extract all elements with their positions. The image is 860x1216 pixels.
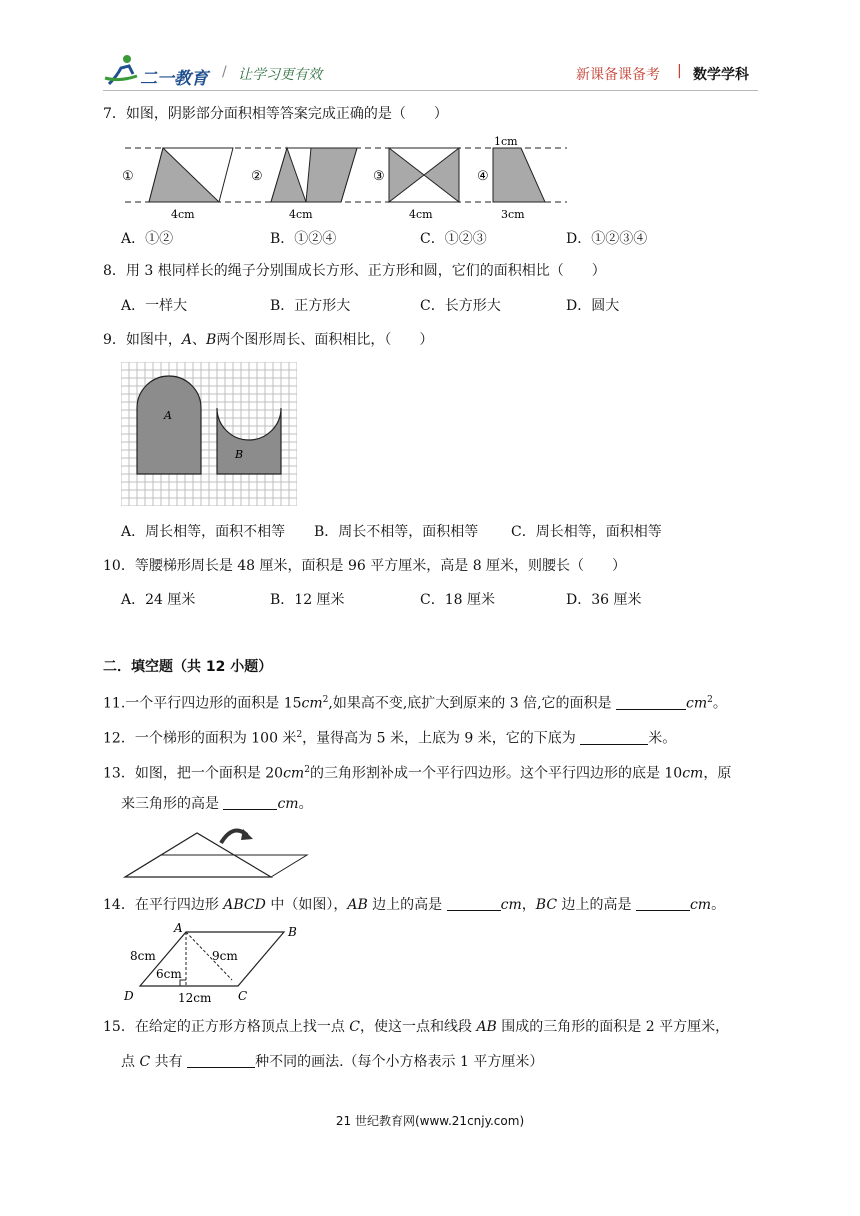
q15-answer-blank[interactable] bbox=[187, 1053, 255, 1068]
label-6cm: 6cm bbox=[156, 967, 182, 981]
fig3-marker: ③ bbox=[373, 169, 385, 184]
q7-option-d[interactable]: D．①②③④ bbox=[566, 231, 648, 247]
vertex-c: C bbox=[238, 989, 248, 1003]
vertex-b: B bbox=[288, 925, 297, 939]
q9-option-a[interactable]: A．周长相等，面积不相等 bbox=[121, 524, 286, 540]
q14-answer-blank-2[interactable] bbox=[636, 896, 690, 911]
page-footer: 21 世纪教育网(www.21cnjy.com) bbox=[335, 1114, 525, 1128]
q8-option-d[interactable]: D．圆大 bbox=[566, 298, 620, 314]
question-9-text: 9．如图中，A、B两个图形周长、面积相比，（ ） bbox=[103, 332, 434, 348]
fig3-base-label: 4cm bbox=[409, 208, 433, 221]
question-14-text: 14．在平行四边形 ABCD 中（如图），AB 边上的高是 cm，BC 边上的高是 cm。 bbox=[103, 897, 726, 913]
question-11-text: 11.一个平行四边形的面积是 $15cm^2$,如果高不变,底扩大到原来的 3 倍,它的面积是 $cm^2$。 bbox=[103, 695, 727, 712]
q7-option-b[interactable]: B．①②④ bbox=[270, 231, 337, 247]
fig2-marker: ② bbox=[251, 169, 263, 184]
fig2-base-label: 4cm bbox=[289, 208, 313, 221]
label-8cm: 8cm bbox=[130, 949, 156, 963]
question-15-line1: 15．在给定的正方形方格顶点上找一点 C，使这一点和线段 AB 围成的三角形的面积是 2 平方厘米， bbox=[103, 1019, 730, 1035]
fig4-top-label: 1cm bbox=[494, 135, 518, 148]
rotate-arrow-head bbox=[241, 829, 253, 840]
fig1-base-label: 4cm bbox=[171, 208, 195, 221]
question-13-figure bbox=[121, 823, 311, 885]
fig2-shaded-left bbox=[271, 148, 306, 202]
question-13-line1: 13．如图，把一个面积是 $20cm^2$的三角形割补成一个平行四边形。这个平行四边形的底是 10cm，原 bbox=[103, 765, 732, 782]
q12-answer-blank[interactable] bbox=[580, 730, 648, 745]
fig1-shaded-triangle bbox=[149, 148, 219, 202]
section-2-title: 二．填空题（共 12 小题） bbox=[103, 659, 273, 675]
question-10-text: 10．等腰梯形周长是 48 厘米，面积是 96 平方厘米，高是 8 厘米，则腰长（ ） bbox=[103, 558, 627, 574]
q7-option-c[interactable]: C．①②③ bbox=[420, 231, 487, 247]
fig4-base-label: 3cm bbox=[501, 208, 525, 221]
shape-b-label: B bbox=[235, 448, 244, 461]
question-7-figure bbox=[121, 132, 571, 222]
q9-option-b[interactable]: B．周长不相等，面积相等 bbox=[314, 524, 479, 540]
question-9-grid-figure bbox=[121, 362, 297, 506]
label-9cm: 9cm bbox=[212, 949, 238, 963]
logo-text: 二一教育 bbox=[140, 69, 208, 89]
fig4-trapezoid bbox=[493, 148, 545, 202]
q8-option-a[interactable]: A．一样大 bbox=[121, 298, 188, 314]
shape-a-label: A bbox=[164, 409, 172, 422]
header-course-label: 新课备课备考 bbox=[576, 67, 660, 83]
question-14-figure bbox=[120, 920, 320, 1006]
header-subject: 数学学科 bbox=[693, 67, 749, 83]
q9-option-c[interactable]: C．周长相等，面积相等 bbox=[511, 524, 662, 540]
fig4-marker: ④ bbox=[477, 169, 489, 184]
question-15-line2: 点 C 共有 种不同的画法.（每个小方格表示 1 平方厘米） bbox=[121, 1054, 544, 1070]
header-divider: | bbox=[677, 63, 682, 79]
shape-a bbox=[137, 376, 201, 474]
header-slash: / bbox=[222, 64, 227, 80]
fig2-shaded-right bbox=[306, 148, 357, 202]
header-rule bbox=[103, 90, 758, 91]
q10-option-d[interactable]: D．36 厘米 bbox=[566, 592, 642, 608]
question-12-text: 12．一个梯形的面积为 100 米$^2$，量得高为 5 米，上底为 9 米，它的下底为 米。 bbox=[103, 730, 677, 747]
q10-option-b[interactable]: B．12 厘米 bbox=[270, 592, 345, 608]
question-7-text: 7．如图，阴影部分面积相等答案完成正确的是（ ） bbox=[103, 106, 448, 122]
fig3-shaded-left bbox=[389, 148, 424, 202]
vertex-d: D bbox=[124, 989, 134, 1003]
q10-option-c[interactable]: C．18 厘米 bbox=[420, 592, 495, 608]
q8-option-c[interactable]: C．长方形大 bbox=[420, 298, 501, 314]
question-13-line2: 来三角形的高是 cm。 bbox=[121, 796, 313, 812]
label-12cm: 12cm bbox=[178, 991, 212, 1005]
fig3-shaded-right bbox=[424, 148, 459, 202]
fig1-marker: ① bbox=[122, 169, 134, 184]
logo-runner-icon bbox=[103, 54, 139, 88]
q7-option-a[interactable]: A．①② bbox=[121, 231, 174, 247]
q13-parallelogram bbox=[125, 855, 307, 877]
q10-option-a[interactable]: A．24 厘米 bbox=[121, 592, 196, 608]
header-slogan: 让学习更有效 bbox=[238, 67, 322, 83]
vertex-a: A bbox=[174, 921, 183, 935]
question-8-text: 8．用 3 根同样长的绳子分别围成长方形、正方形和圆，它们的面积相比（ ） bbox=[103, 263, 606, 279]
q8-option-b[interactable]: B．正方形大 bbox=[270, 298, 351, 314]
q14-answer-blank-1[interactable] bbox=[447, 896, 501, 911]
q11-answer-blank[interactable] bbox=[616, 695, 686, 710]
page-header bbox=[0, 52, 860, 96]
q13-answer-blank[interactable] bbox=[223, 795, 277, 810]
